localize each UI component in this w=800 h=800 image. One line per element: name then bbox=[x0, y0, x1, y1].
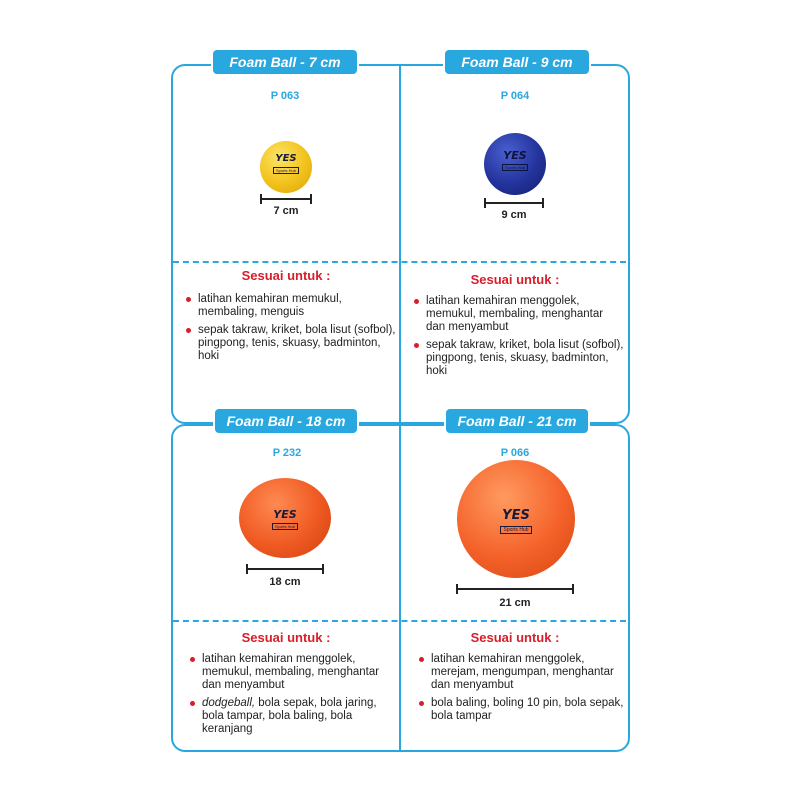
product-code: P 063 bbox=[270, 90, 300, 102]
suitable-heading: Sesuai untuk : bbox=[470, 272, 560, 287]
divider-dashed-top bbox=[173, 261, 626, 263]
ball-logo: YES bbox=[503, 149, 527, 162]
size-label: 7 cm bbox=[273, 205, 299, 217]
size-label: 21 cm bbox=[499, 597, 531, 609]
ball-image bbox=[484, 133, 546, 195]
size-measure-line bbox=[261, 198, 311, 200]
product-code: P 066 bbox=[500, 447, 530, 459]
panel-title-tab: Foam Ball - 18 cm bbox=[215, 409, 357, 433]
ball-logo: YES bbox=[275, 153, 297, 164]
suitable-list bbox=[186, 293, 396, 368]
list-item: latihan kemahiran menggolek, merejam, mengumpan, menghantar dan menyambut bbox=[419, 653, 624, 692]
bullet-icon bbox=[190, 701, 195, 706]
list-item: sepak takraw, kriket, bola lisut (sofbol), pingpong, tenis, skuasy, badminton, hoki bbox=[414, 339, 624, 378]
ball-image bbox=[457, 460, 575, 578]
divider-vertical-top bbox=[399, 64, 401, 422]
size-label: 9 cm bbox=[501, 209, 527, 221]
ball-logo-sub: Sports Hub bbox=[457, 526, 575, 534]
panel-title-tab: Foam Ball - 21 cm bbox=[446, 409, 588, 433]
ball-logo: YES bbox=[273, 508, 297, 521]
suitable-list bbox=[419, 653, 624, 728]
size-measure-line bbox=[247, 568, 323, 570]
suitable-list bbox=[190, 653, 396, 741]
size-measure-line bbox=[457, 588, 573, 590]
size-measure-line bbox=[485, 202, 543, 204]
bullet-icon bbox=[190, 657, 195, 662]
panel-title-tab: Foam Ball - 9 cm bbox=[445, 50, 589, 74]
divider-dashed-bottom bbox=[173, 620, 626, 622]
suitable-heading: Sesuai untuk : bbox=[470, 630, 560, 645]
list-item: bola baling, boling 10 pin, bola sepak, bola tampar bbox=[419, 697, 624, 723]
size-label: 18 cm bbox=[269, 576, 301, 588]
list-item: sepak takraw, kriket, bola lisut (sofbol), pingpong, tenis, skuasy, badminton, hoki bbox=[186, 324, 396, 363]
suitable-heading: Sesuai untuk : bbox=[241, 268, 331, 283]
list-item: latihan kemahiran menggolek, memukul, membaling, menghantar dan menyambut bbox=[190, 653, 396, 692]
ball-logo: YES bbox=[502, 508, 530, 523]
ball-logo-sub: Sports Hub bbox=[260, 167, 312, 174]
product-code: P 064 bbox=[500, 90, 530, 102]
ball-image bbox=[239, 478, 331, 558]
ball-logo-sub: Sports Hub bbox=[239, 523, 331, 530]
bullet-icon bbox=[419, 701, 424, 706]
bullet-icon bbox=[186, 297, 191, 302]
divider-vertical-bottom bbox=[399, 424, 401, 750]
product-code: P 232 bbox=[272, 447, 302, 459]
ball-image bbox=[260, 141, 312, 193]
ball-logo-sub: Sports Hub bbox=[484, 164, 546, 171]
bullet-icon bbox=[186, 328, 191, 333]
suitable-list bbox=[414, 295, 624, 383]
panel-title-tab: Foam Ball - 7 cm bbox=[213, 50, 357, 74]
list-item: latihan kemahiran menggolek, memukul, membaling, menghantar dan menyambut bbox=[414, 295, 624, 334]
bullet-icon bbox=[414, 343, 419, 348]
italic-prefix: dodgeball, bbox=[202, 697, 256, 709]
bullet-icon bbox=[419, 657, 424, 662]
list-item: latihan kemahiran memukul, membaling, menguis bbox=[186, 293, 396, 319]
list-item: dodgeball, bola sepak, bola jaring, bola tampar, bola baling, bola keranjang bbox=[190, 697, 396, 736]
bullet-icon bbox=[414, 299, 419, 304]
suitable-heading: Sesuai untuk : bbox=[241, 630, 331, 645]
